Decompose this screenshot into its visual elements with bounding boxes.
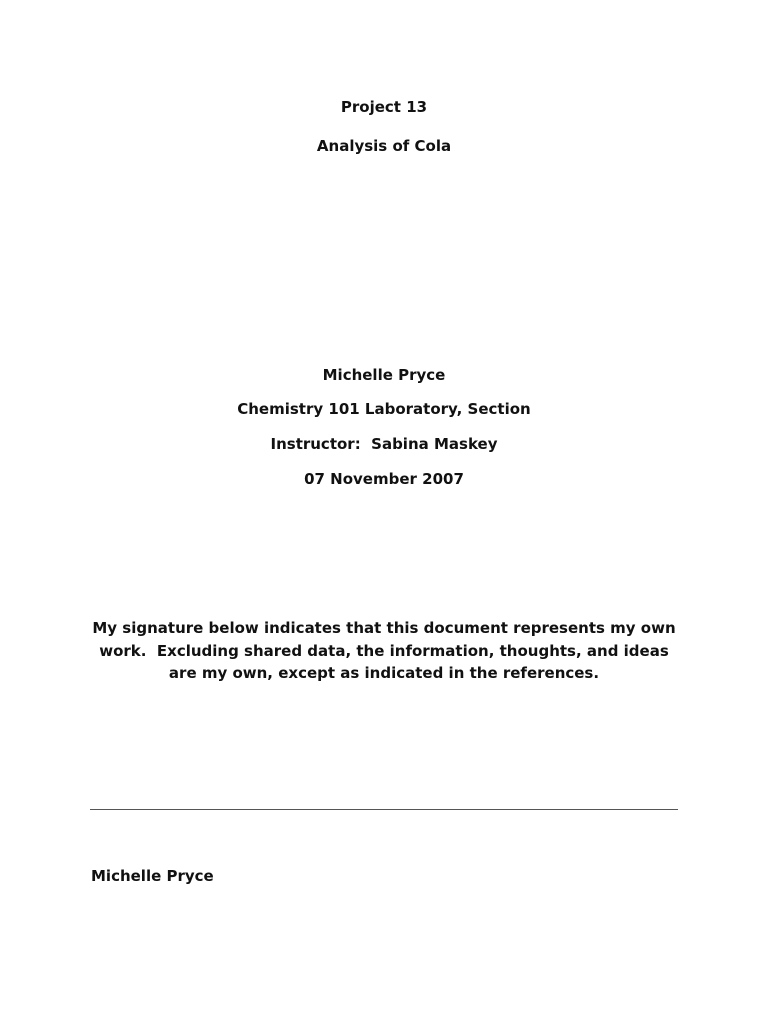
author-name: Michelle Pryce	[322, 366, 446, 384]
signer-name: Michelle Pryce	[91, 867, 214, 885]
project-number: Project 13	[340, 98, 428, 116]
report-title: Analysis of Cola	[316, 137, 452, 155]
course-name: Chemistry 101 Laboratory, Section	[237, 400, 531, 418]
instructor-line: Instructor: Sabina Maskey	[270, 435, 498, 453]
signature-line	[90, 809, 678, 810]
report-date: 07 November 2007	[304, 470, 464, 488]
honor-statement: My signature below indicates that this document represents my own work. Excluding shared data, the information, thoughts, and ideas are my own, except as indicated in the references.	[92, 619, 681, 682]
